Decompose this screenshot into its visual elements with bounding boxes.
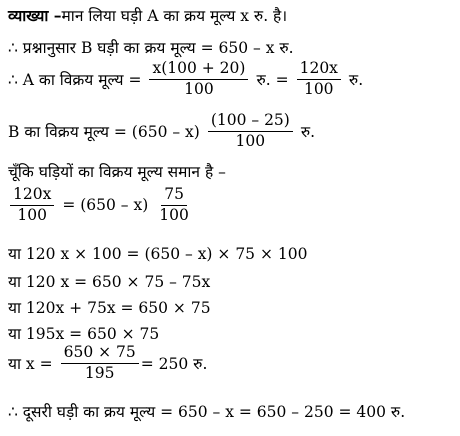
eq-left-numerator: 120x [10, 186, 54, 206]
b-sp-numerator: (100 – 25) [208, 112, 293, 132]
a-sp-denominator: 100 [184, 79, 214, 98]
a-sp-result-denominator: 100 [303, 79, 334, 98]
line-step-3 [8, 296, 211, 318]
line-equation [8, 186, 194, 225]
step-5-numerator: 650 × 75 [61, 344, 139, 364]
a-sp-unit: रु. [348, 71, 364, 90]
equal-sp-text: चूँकि घड़ियों का विक्रय मूल्य समान है – [8, 163, 226, 181]
line-equal-selling-prices [8, 160, 226, 182]
step-5-result: = 250 रु. [140, 355, 208, 374]
step-1-text: या 120 x × 100 = (650 – x) × 75 × 100 [8, 245, 308, 263]
line-conclusion [8, 400, 405, 422]
conclusion-text: ∴ दूसरी घड़ी का क्रय मूल्य = 650 – x = 650 – 250 = 400 रु. [8, 403, 406, 421]
step-5-fraction [61, 344, 139, 383]
step-2-text: या 120 x = 650 × 75 – 75x [8, 273, 211, 291]
line-b-cost-price [8, 36, 294, 58]
line-step-1 [8, 242, 307, 264]
eq-right-numerator: 75 [161, 186, 187, 206]
b-cost-price-text: ∴ प्रश्नानुसार B घड़ी का क्रय मूल्य = 650 – x रु. [8, 39, 294, 57]
b-sp-prefix: B का विक्रय मूल्य = (650 – x) [8, 123, 200, 142]
line-step-2 [8, 270, 210, 292]
a-sp-fraction [149, 60, 248, 99]
eq-left-fraction [10, 186, 54, 225]
line-step-5 [8, 344, 207, 383]
eq-mid: = (650 – x) [62, 196, 149, 215]
b-sp-unit: रु. [300, 123, 316, 142]
explanation-label: व्याख्या – [8, 6, 62, 25]
step-4-text: या 195x = 650 × 75 [8, 325, 160, 343]
a-sp-result-numerator: 120x [297, 60, 341, 80]
step-5-denominator: 195 [84, 363, 115, 382]
step-5-prefix: या x = [8, 355, 53, 374]
intro-text: मान लिया घड़ी A का क्रय मूल्य x रु. है। [61, 7, 288, 25]
b-sp-denominator: 100 [235, 131, 266, 150]
eq-left-denominator: 100 [17, 205, 47, 224]
line-explanation-intro [8, 4, 287, 26]
a-sp-prefix: ∴ A का विक्रय मूल्य = [8, 71, 142, 90]
eq-right-fraction [156, 186, 192, 225]
line-b-selling-price [8, 112, 315, 151]
b-sp-fraction [208, 112, 293, 151]
a-sp-result-fraction [297, 60, 341, 99]
a-sp-numerator: x(100 + 20) [149, 60, 248, 80]
a-sp-mid: रु. = [256, 71, 289, 90]
step-3-text: या 120x + 75x = 650 × 75 [8, 299, 211, 317]
eq-right-denominator: 100 [159, 205, 189, 224]
line-a-selling-price [8, 60, 363, 99]
line-step-4 [8, 322, 159, 344]
